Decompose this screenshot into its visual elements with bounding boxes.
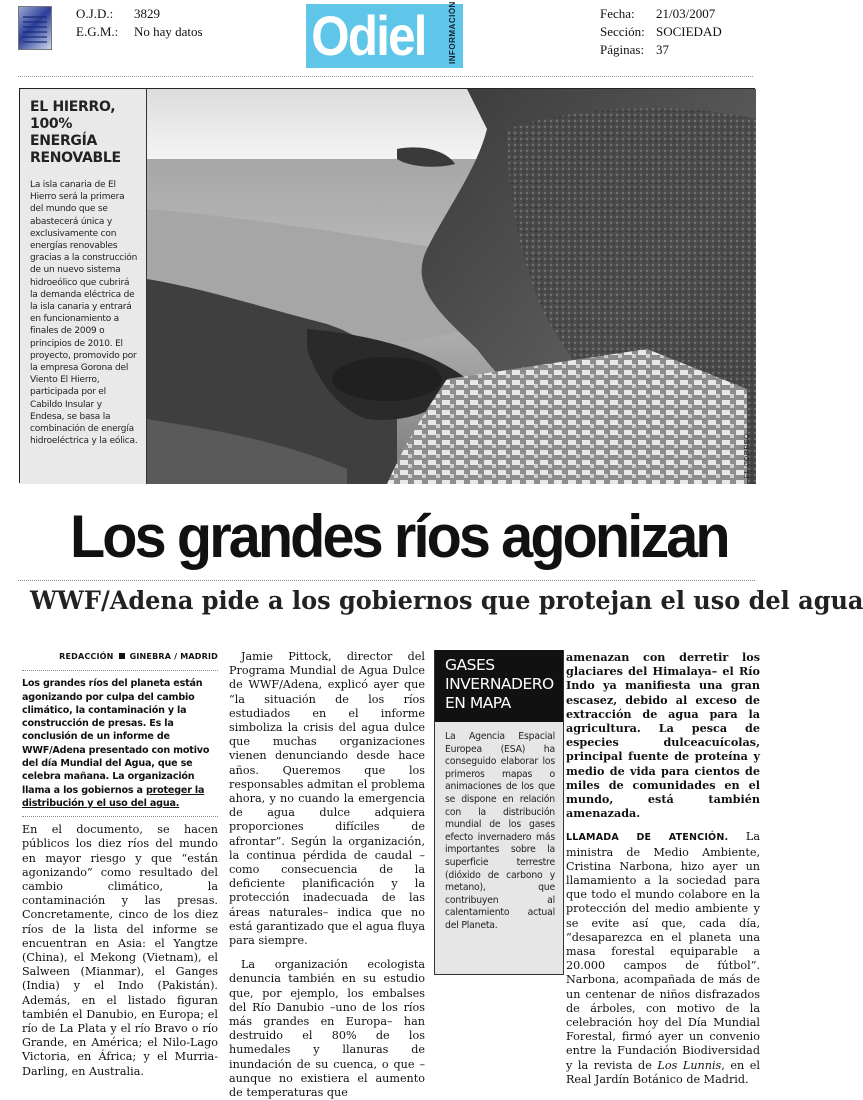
square-bullet-icon: [119, 653, 125, 659]
el-hierro-coast-photo: [147, 89, 756, 484]
byline-place: GINEBRA / MADRID: [129, 652, 218, 661]
sidebar-title: [435, 650, 563, 722]
byline-agency: REDACCIÓN: [59, 652, 114, 661]
caption-text: La isla canaria de El Hierro será la primera del mundo que se abastecerá única y exclusivamente con energías renovables gracias a la construcción de un nuevo sistema hidroeólico que cubrirá la demanda eléctrica de la isla canaria y entrará en funcionamiento a finales de 2009 o principios de 2010. El proyecto, promovido por la empresa Gorona del Viento El Hierro, participada por el Cabildo Insular y Endesa, se basa la combinación de energía hidroeléctrica y la eólica.: [30, 180, 138, 447]
sidebar-title-line: EN MAPA: [445, 694, 511, 712]
sidebar-title-line: INVERNADERO: [445, 675, 554, 693]
egm-value: No hay datos: [134, 24, 203, 39]
caption-title-line: RENOVABLE: [30, 150, 121, 166]
body-paragraph: amenazan con derretir los glaciares del Himalaya– el Río Indo ya manifiesta una gran escasez, debido al exceso de extracción de agua para la agricultura. La pesca de especies dulceacuícolas, principal fuente de proteína y medio de vida para cientos de miles de comunidades en el mundo, está también amenazada.: [566, 650, 760, 821]
body-text: La ministra de Medio Ambiente, Cristina Narbona, hizo ayer un llamamiento a la sociedad para que todo el mundo colabore en la protección del medio ambiente y se evite así que, cada día, “desaparezca en el planeta una masa forestal equiparable a 20.000 campos de fútbol”. Narbona, acompañada de más de un centenar de niños disfrazados de árboles, con motivo de la celebración hoy del Día Mundial Forestal, firmó ayer un convenio entre la Fundación Biodiversidad y la revista de: [566, 830, 761, 1072]
pages-row: [600, 41, 722, 59]
subheadline: WWF/Adena pide a los gobiernos que protejan el uso del agua: [30, 586, 863, 615]
photo-caption-box: [20, 89, 147, 484]
sidebar-box: [434, 650, 564, 975]
photo-credit: EL CORREO: [744, 432, 751, 478]
masthead-logo: [306, 1, 463, 68]
ojd-label: O.J.D.:: [76, 6, 114, 21]
press-metrics: [76, 5, 203, 41]
body-paragraph: Jamie Pittock, director del Programa Mundial de Agua Dulce de WWF/Adena, explicó ayer que “la situación de los ríos estudiados en el informe simboliza la crisis del agua dulce que muchas organizaciones vienen denunciando desde hace años. Queremos que los responsables admitan el problema ahora, y no cuando la emergencia de agua dulce adquiera proporciones difíciles de afrontar”. Según la organización, la continua pérdida de caudal –como consecuencia de la deficiente planificación y la protección inadecuada de las áreas naturales– indica que no está garantizado que el agua fluya para siempre.: [229, 650, 425, 948]
clipping-metadata: [600, 5, 722, 59]
pages-label: Páginas:: [600, 42, 645, 57]
body-text: , en el Real Jardín Botánico de Madrid.: [566, 1058, 760, 1086]
body-paragraph: En el documento, se hacen públicos los diez ríos del mundo en mayor riesgo y que “están agonizando” como resultado del cambio climático, la contaminación y las presas. Concretamente, cinco de los diez ríos de la lista del informe se encuentran en Asia: el Yangtze (China), el Mekong (Vietnam), el Salween (Mianmar), el Ganges (India) y el Indo (Pakistán). Además, en el listado figuran también el Danubio, en Europa; el río de La Plata y el río Bravo o río Grande, en América; el Nilo-Lago Victoria, en África; y el Murria-Darling, en Australia.: [22, 823, 218, 1078]
date-value: 21/03/2007: [656, 6, 716, 21]
masthead-name: Odiel: [311, 4, 426, 67]
masthead-tagline: INFORMACIÓN: [448, 1, 457, 64]
article-column-1: [22, 650, 218, 1079]
headline-divider: [18, 580, 755, 581]
article-column-4: [566, 650, 760, 1087]
article-column-2: [229, 650, 425, 1100]
sidebar-title-line: GASES: [445, 656, 495, 674]
magazine-title: Los Lunnis: [657, 1058, 722, 1072]
lede-underlined-text: proteger la distribución y el uso del agua.: [22, 784, 205, 809]
caption-title-line: EL HIERRO,: [30, 99, 116, 115]
lede-text: Los grandes ríos del planeta están agonizando por culpa del cambio climático, la contaminación y la construcción de presas. Es la conclusión de un informe de WWF/Adena presentado con motivo del día Mundial del Agua, que se celebra mañana. La organización llama a los gobiernos a: [22, 678, 210, 796]
newspaper-clipping-thumbnail-icon: [18, 6, 52, 50]
egm-label: E.G.M.:: [76, 24, 119, 39]
photo-block: [19, 88, 755, 483]
section-callout: LLAMADA DE ATENCIÓN.: [566, 832, 729, 844]
section-row: [600, 23, 722, 41]
sidebar-gases: [434, 650, 564, 975]
egm-row: [76, 23, 203, 41]
header-divider: [18, 76, 753, 77]
date-row: [600, 5, 722, 23]
sidebar-text: La Agencia Espacial Europea (ESA) ha conseguido elaborar los primeros mapas o animaciones de los que se dispone en relación con la distribución mundial de los gases efecto invernadero más importantes sobre la superficie terrestre (dióxido de carbono y metano), que contribuyen al calentamiento actual del Planeta.: [445, 731, 555, 931]
byline-divider: [22, 670, 218, 671]
section-label: Sección:: [600, 24, 645, 39]
section-value: SOCIEDAD: [656, 24, 722, 39]
body-paragraph: [566, 830, 760, 1087]
date-label: Fecha:: [600, 6, 635, 21]
lede-divider: [22, 816, 218, 817]
pages-value: 37: [656, 42, 669, 57]
ojd-value: 3829: [134, 6, 160, 21]
ojd-row: [76, 5, 203, 23]
body-paragraph: La organización ecologista denuncia también en su estudio que, por ejemplo, los embalses del Río Danubio –uno de los ríos más grandes en Europa– han destruido el 80% de los humedales y llanuras de inundación de su cuenca, o que –aunque no existiera el aumento de temperaturas que: [229, 958, 425, 1100]
lede-paragraph: [22, 677, 218, 810]
caption-title-line: 100% ENERGÍA: [30, 116, 98, 149]
byline: [22, 650, 218, 668]
caption-title: [30, 99, 138, 167]
headline: Los grandes ríos agonizan: [70, 503, 728, 570]
